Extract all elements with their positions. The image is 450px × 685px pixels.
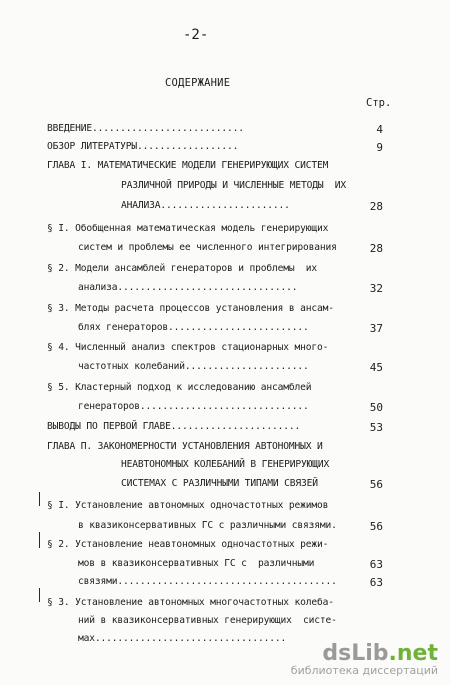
toc-line-ch1-sec2-cont: анализа................................ <box>78 282 298 293</box>
toc-line-chapter-2: ГЛАВА П. ЗАКОНОМЕРНОСТИ УСТАНОВЛЕНИЯ АВТОНОМНЫХ И <box>47 441 323 452</box>
watermark <box>291 641 438 677</box>
toc-page-ch1-sec3: 37 <box>369 322 383 335</box>
toc-page-ch1-sec1: 28 <box>369 242 383 255</box>
toc-line-chapter-1: ГЛАВА I. МАТЕМАТИЧЕСКИЕ МОДЕЛИ ГЕНЕРИРУЮЩИХ СИСТЕМ <box>47 160 329 171</box>
toc-line-chapter-1-cont: РАЗЛИЧНОЙ ПРИРОДЫ И ЧИСЛЕННЫЕ МЕТОДЫ ИХ <box>121 180 347 191</box>
toc-page-introduction: 4 <box>376 123 383 136</box>
toc-line-ch2-sec2: § 2. Установление неавтономных одночастотных режи- <box>47 539 329 550</box>
margin-mark <box>39 532 40 548</box>
page-column-header: Стр. <box>366 97 392 109</box>
toc-page-ch2-sec2: 63 <box>369 558 383 571</box>
page-title: СОДЕРЖАНИЕ <box>165 77 231 89</box>
toc-line-ch1-sec1-cont: систем и проблемы ее численного интегрирования <box>78 242 337 253</box>
toc-page-ch1-sec4: 45 <box>369 361 383 374</box>
toc-line-chapter-2-cont: НЕАВТОНОМНЫХ КОЛЕБАНИЙ В ГЕНЕРИРУЮЩИХ <box>121 459 330 470</box>
page-number: -2- <box>183 27 209 43</box>
toc-line-ch2-sec3-end: мах.................................. <box>78 633 287 644</box>
toc-line-ch1-conclusions: ВЫВОДЫ ПО ПЕРВОЙ ГЛАВЕ....................... <box>47 421 301 432</box>
toc-line-ch2-sec2-end: связями....................................... <box>78 576 337 587</box>
toc-line-chapter-1-end: АНАЛИЗА....................... <box>121 200 290 211</box>
margin-mark <box>39 492 40 506</box>
toc-line-ch1-sec1: § I. Обобщенная математическая модель генерирующих <box>47 223 329 234</box>
toc-line-introduction: ВВЕДЕНИЕ........................... <box>47 123 244 134</box>
toc-line-ch1-sec5-cont: генераторов.............................. <box>78 401 309 412</box>
toc-page-chapter-2: 56 <box>369 478 383 491</box>
toc-page-ch1-sec5: 50 <box>369 401 383 414</box>
toc-page-chapter-1: 28 <box>369 200 383 213</box>
toc-line-ch1-sec2: § 2. Модели ансамблей генераторов и проблемы их <box>47 263 318 274</box>
toc-page-ch1-sec2: 32 <box>369 282 383 295</box>
toc-page-ch1-conclusions: 53 <box>369 421 383 434</box>
toc-line-ch1-sec3: § 3. Методы расчета процессов установления в ансам- <box>47 303 334 314</box>
toc-line-literature-review: ОБЗОР ЛИТЕРАТУРЫ.................. <box>47 141 239 152</box>
margin-mark <box>39 588 40 602</box>
toc-line-ch1-sec4: § 4. Численный анализ спектров стационарных много- <box>47 342 329 353</box>
toc-line-ch2-sec2-cont: мов в квазиконсервативных ГС с различными <box>78 558 315 569</box>
toc-line-chapter-2-end: СИСТЕМАХ С РАЗЛИЧНЫМИ ТИПАМИ СВЯЗЕЙ <box>121 478 318 489</box>
toc-line-ch2-sec3-cont: ний в квазиконсервативных генерирующих систе- <box>78 615 337 626</box>
watermark-logo: dsLib.net <box>322 641 438 666</box>
toc-line-ch1-sec4-cont: частотных колебаний...................... <box>78 361 309 372</box>
toc-line-ch1-sec3-cont: блях генераторов......................... <box>78 322 309 333</box>
toc-line-ch1-sec5: § 5. Кластерный подход к исследованию ансамблей <box>47 382 312 393</box>
watermark-subtitle: библиотека диссертаций <box>290 664 438 677</box>
toc-line-ch2-sec3: § 3. Установление автономных многочастотных колеба- <box>47 597 334 608</box>
toc-line-ch2-sec1-cont: в квазиконсервативных ГС с различными связями. <box>78 520 337 531</box>
toc-page-literature-review: 9 <box>376 141 383 154</box>
toc-page-ch2-sec1: 56 <box>369 520 383 533</box>
toc-page-ch2-sec2-end: 63 <box>369 576 383 589</box>
toc-line-ch2-sec1: § I. Установление автономных одночастотных режимов <box>47 500 329 511</box>
